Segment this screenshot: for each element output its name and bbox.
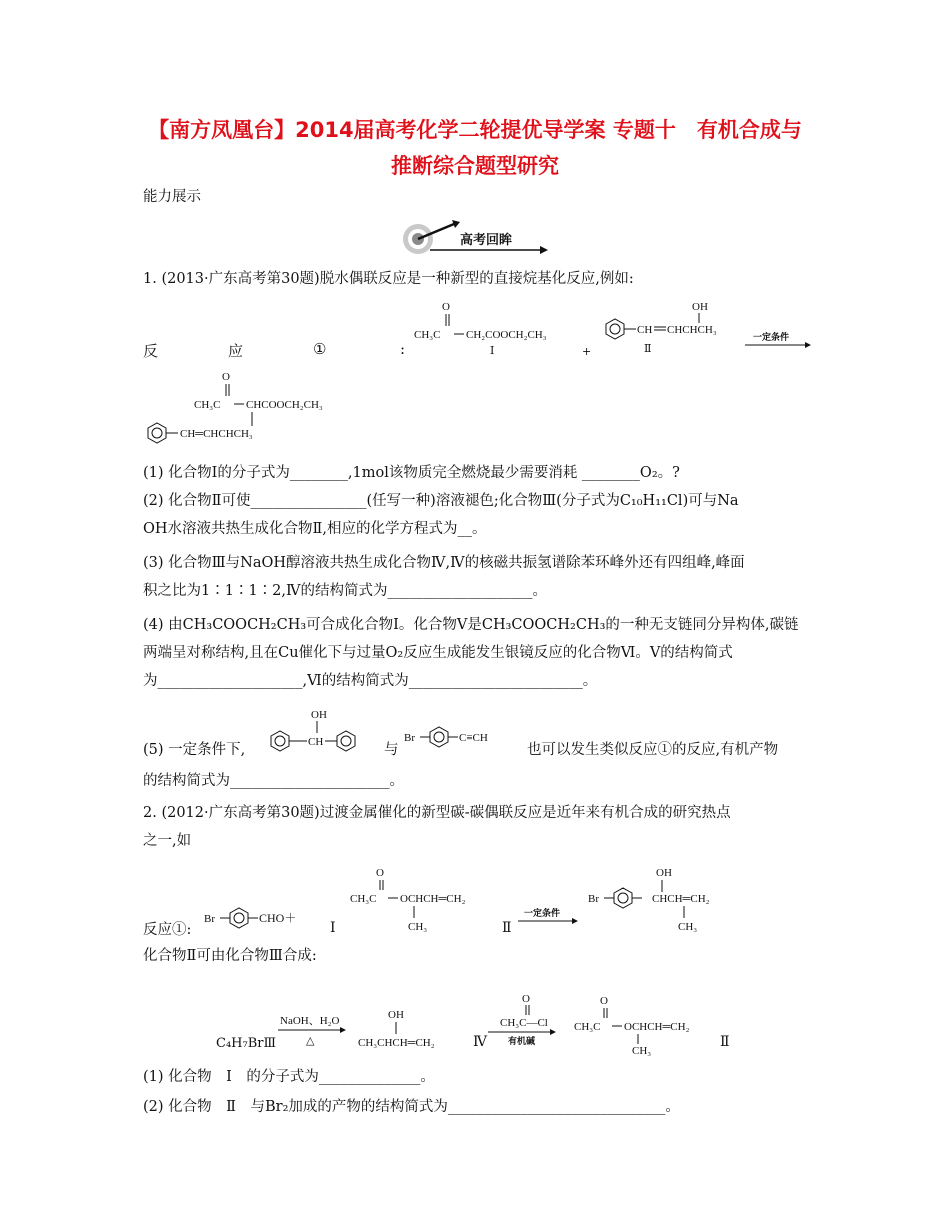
group-och-ch2: OCHCH═CH₂ (400, 893, 466, 905)
q1-part-2b: OH水溶液共热生成化合物Ⅱ,相应的化学方程式为__。 (143, 521, 487, 537)
benzene-ring-left (271, 731, 289, 751)
q1-part-5-post: 也可以发生类似反应①的反应,有机产物 (527, 742, 779, 758)
group-ch3c: CH₃C (414, 329, 441, 341)
q1-part-4b: 两端呈对称结构,且在Cu催化下与过量O₂反应生成能发生银镜反应的化合物Ⅵ。Ⅴ的结构简式 (143, 645, 733, 661)
q2-reaction-label: 反应①: (143, 922, 192, 938)
group-ch3c: CH₃C (194, 399, 221, 411)
q1-plus: + (582, 345, 592, 358)
q1-reaction-label-2: 应 (228, 342, 244, 360)
group-chcooch2ch3: CHCOOCH₂CH₃ (246, 399, 323, 411)
q1-part-1: (1) 化合物Ⅰ的分子式为________,1mol该物质完全燃烧最少需要消耗 ________O₂。? (143, 465, 680, 481)
q2-product (588, 862, 768, 938)
q1-reaction-arrow (745, 330, 815, 350)
q2-part-2: (2) 化合物 Ⅱ 与Br₂加成的产物的结构简式为______________________________。 (143, 1099, 680, 1115)
group-ch2cooch2ch3: CH₂COOCH₂CH₃ (466, 329, 547, 341)
q1-part-2a: (2) 化合物Ⅱ可使________________(任写一种)溶液褪色;化合物Ⅲ(分子式为C₁₀H₁₁Cl)可与Na (143, 493, 739, 509)
q1-part-5-mid: 与 (384, 742, 399, 758)
q1-part-4a: (4) 由CH₃COOCH₂CH₃可合成化合物Ⅰ。化合物Ⅴ是CH₃COOCH₂CH₃的一种无支链同分异构体,碳链 (143, 617, 799, 633)
group-chch-ch2: CHCH═CH₂ (652, 893, 710, 905)
group-ch3c: CH₃C (574, 1021, 601, 1033)
q1-part5-diphenylmethanol (265, 706, 365, 752)
q2-compound-bromobenzaldehyde (204, 904, 324, 932)
q2-label-IV: Ⅳ (473, 1034, 487, 1050)
q2-label-II: Ⅱ (502, 920, 512, 936)
group-ch3c-cl: CH₃C—Cl (500, 1017, 548, 1029)
atom-o: O (376, 867, 384, 879)
group-ch3: CH₃ (632, 1045, 652, 1057)
banner-label: 高考回眸 (460, 233, 513, 248)
label-compound-I: Ⅰ (490, 345, 495, 357)
document-title (100, 112, 850, 184)
atom-oh: OH (388, 1009, 404, 1021)
q2-compound-II-reactant (350, 862, 500, 938)
target-icon (403, 220, 460, 254)
q2-label-I: Ⅰ (330, 920, 336, 936)
label-compound-II: Ⅱ (644, 343, 652, 355)
benzene-ring (230, 908, 248, 928)
group-ch-eq-chchch3: CH═CHCHCH₃ (180, 428, 253, 440)
q1-part-5b: 的结构简式为______________________。 (143, 773, 404, 789)
atom-oh: OH (692, 301, 708, 313)
group-ch3chch-ch2: CH₃CHCH═CH₂ (358, 1037, 435, 1049)
atom-o: O (522, 993, 530, 1005)
group-chchch3: CHCHCH₃ (667, 324, 717, 336)
q2-reaction-arrow (518, 906, 582, 926)
atom-oh: OH (656, 867, 672, 879)
banner-graphic (400, 222, 550, 256)
atom-o: O (600, 995, 608, 1007)
group-ch3: CH₃ (678, 921, 698, 933)
arrow-condition: 一定条件 (524, 909, 561, 919)
arrow-naoh-label: NaOH、H₂O (280, 1015, 340, 1027)
q2-intro-a: 2. (2012·广东高考第30题)过渡金属催化的新型碳-碳偶联反应是近年来有机合成的研究热点 (143, 805, 731, 821)
q2-synthesis-intro: 化合物Ⅱ可由化合物Ⅲ合成: (143, 948, 317, 964)
q1-part-3b: 积之比为1∶1∶1∶2,Ⅳ的结构简式为____________________。 (143, 583, 547, 599)
atom-oh: OH (311, 709, 327, 721)
q1-part-3a: (3) 化合物Ⅲ与NaOH醇溶液共热生成化合物Ⅳ,Ⅳ的核磁共振氢谱除苯环峰外还有四组峰,峰面 (143, 555, 745, 571)
atom-br: Br (204, 913, 215, 925)
benzene-ring (148, 423, 166, 443)
benzene-ring (430, 727, 448, 747)
q1-part-5-pre: (5) 一定条件下, (143, 742, 246, 758)
atom-o: O (442, 301, 450, 313)
q2-part-1: (1) 化合物 Ⅰ 的分子式为______________。 (143, 1069, 435, 1085)
group-ch3: CH₃ (408, 921, 428, 933)
q2-c4h7br: C₄H₇BrⅢ (216, 1036, 277, 1051)
section-heading: 能力展示 (143, 189, 201, 205)
benzene-ring (606, 319, 624, 339)
q2-arrow-acyl-chloride (488, 990, 560, 1046)
q1-compound-II (596, 298, 746, 358)
q1-part-4c: 为____________________,Ⅵ的结构简式为________________________。 (143, 673, 598, 689)
q1-intro: 1. (2013·广东高考第30题)脱水偶联反应是一种新型的直接烷基化反应,例如: (143, 271, 634, 287)
group-ch: CH (308, 736, 324, 748)
group-och-ch2: OCHCH═CH₂ (624, 1021, 690, 1033)
q1-reaction-label-3: ① (313, 340, 327, 358)
benzene-ring (614, 888, 632, 908)
arrow-condition: 一定条件 (753, 333, 790, 343)
q2-intro-b: 之一,如 (143, 833, 192, 849)
q1-part5-bromophenylacetylene (404, 724, 524, 750)
title-line-1: 【南方凤凰台】2014届高考化学二轮提优导学案 专题十 有机合成与 (148, 118, 802, 142)
group-c-triple-ch: C≡CH (459, 732, 488, 744)
atom-o: O (222, 371, 230, 383)
group-ch: CH (637, 324, 653, 336)
q1-compound-I (412, 296, 582, 356)
arrow-organic-base: 有机碱 (508, 1037, 536, 1047)
q2-compound-IV (356, 1006, 476, 1056)
q2-label-II-2: Ⅱ (720, 1034, 730, 1050)
q1-product (146, 366, 386, 446)
arrow-heat-label: △ (306, 1035, 315, 1047)
title-line-2: 推断综合题型研究 (391, 154, 559, 178)
atom-br: Br (588, 893, 599, 905)
group-ch3c: CH₃C (350, 893, 377, 905)
benzene-ring-right (337, 731, 355, 751)
q2-compound-II-product (574, 992, 724, 1056)
q1-reaction-label-1: 反 (143, 342, 159, 360)
group-cho-plus: CHO＋ (259, 911, 297, 925)
q1-reaction-label-4: : (400, 340, 406, 358)
atom-br: Br (404, 732, 415, 744)
q2-arrow-naoh (278, 1014, 350, 1048)
